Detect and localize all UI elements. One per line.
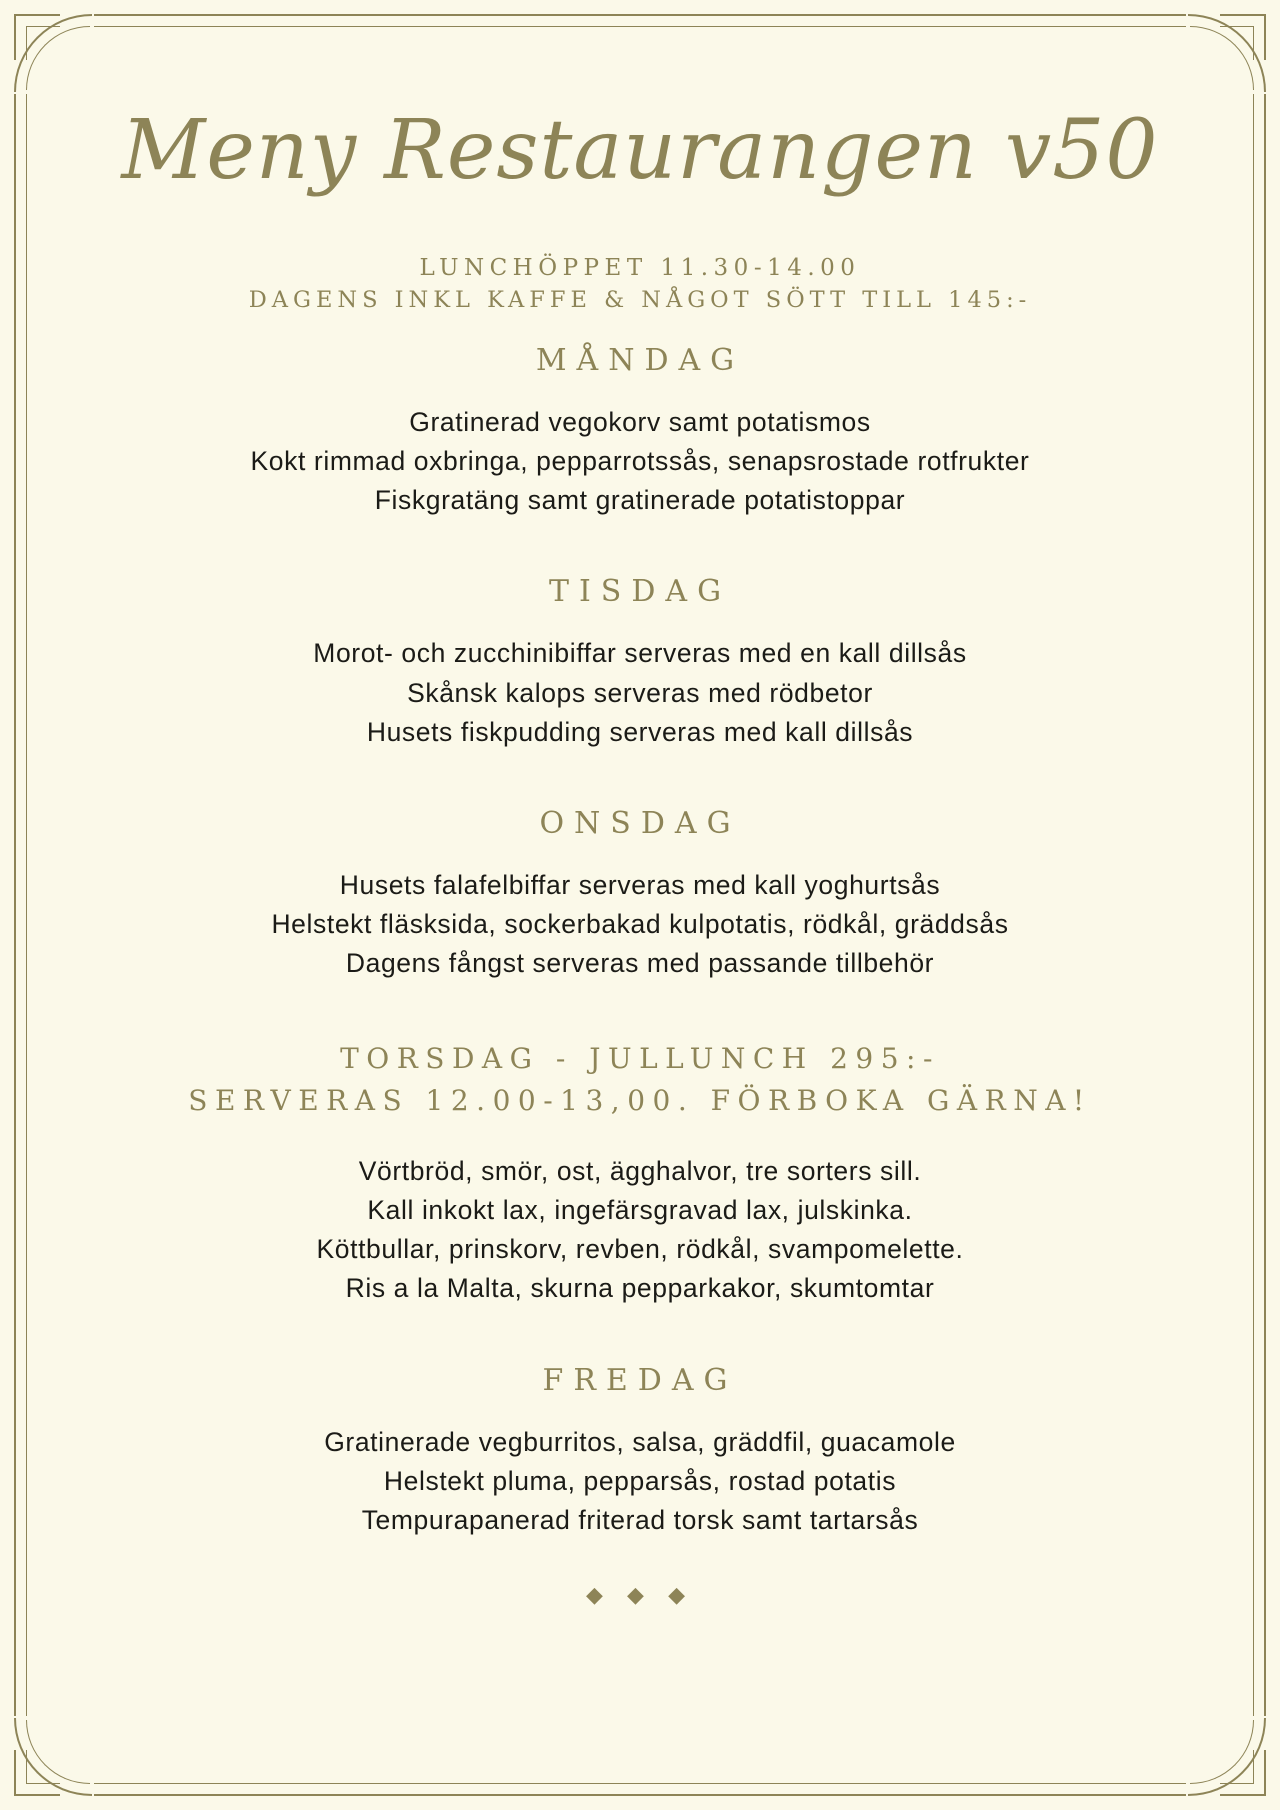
corner-ornament-bottom-left — [14, 1718, 92, 1796]
dish-item: Dagens fångst serveras med passande tillbehör — [345, 948, 935, 979]
day-heading-thursday-line-1: TORSDAG - JULLUNCH 295:- — [340, 1041, 940, 1075]
dish-item: Köttbullar, prinskorv, revben, rödkål, svampomelette. — [316, 1234, 964, 1265]
dish-item: Kall inkokt lax, ingefärsgravad lax, julskinka. — [367, 1194, 913, 1225]
frame-mask — [60, 1780, 94, 1796]
dish-item: Vörtbröd, smör, ost, ägghalvor, tre sorters sill. — [358, 1155, 922, 1186]
frame-mask — [1250, 1716, 1266, 1750]
corner-ornament-inner-bottom-right — [1190, 1720, 1254, 1784]
lunch-price-text: DAGENS INKL KAFFE & NÅGOT SÖTT TILL 145:- — [248, 286, 1032, 313]
opening-info — [80, 252, 1200, 317]
dish-list-tuesday — [80, 634, 1200, 752]
dish-item: Fiskgratäng samt gratinerade potatistoppar — [374, 485, 906, 516]
diamond-ornament-icon: ◆ ◆ ◆ — [586, 1582, 694, 1608]
frame-mask — [1186, 1780, 1220, 1796]
dish-item: Gratinerade vegburritos, salsa, gräddfil, guacamole — [324, 1426, 956, 1457]
dish-item: Tempurapanerad friterad torsk samt tartarsås — [361, 1504, 919, 1535]
day-heading-tuesday: TISDAG — [548, 574, 732, 610]
dish-item: Helstekt pluma, pepparsås, rostad potatis — [383, 1465, 897, 1496]
dish-item: Skånsk kalops serveras med rödbetor — [407, 677, 873, 708]
dish-item: Husets fiskpudding serveras med kall dillsås — [366, 716, 914, 747]
day-heading-thursday-line-2: SERVERAS 12.00-13,00. FÖRBOKA GÄRNA! — [188, 1083, 1092, 1117]
day-section-wednesday — [80, 806, 1200, 984]
day-heading-thursday — [80, 1038, 1200, 1122]
dish-list-thursday — [80, 1152, 1200, 1309]
corner-ornament-bottom-right — [1188, 1718, 1266, 1796]
dish-item: Gratinerad vegokorv samt potatismos — [409, 406, 871, 437]
corner-ornament-inner-bottom-left — [26, 1720, 90, 1784]
dish-item: Ris a la Malta, skurna pepparkakor, skumtomtar — [345, 1273, 935, 1304]
dish-item: Husets falafelbiffar serveras med kall yoghurtsås — [339, 870, 941, 900]
day-section-friday — [80, 1363, 1200, 1541]
dish-list-monday — [80, 403, 1200, 521]
day-heading-monday: MÅNDAG — [535, 342, 745, 378]
day-heading-friday: FREDAG — [542, 1362, 738, 1398]
dish-list-friday — [80, 1423, 1200, 1541]
day-heading-wednesday: ONSDAG — [539, 806, 741, 841]
day-section-tuesday — [80, 574, 1200, 752]
page-title: Meny Restaurangen v50 — [121, 103, 1159, 198]
dish-item: Kokt rimmad oxbringa, pepparrotssås, senapsrostade rotfrukter — [250, 445, 1030, 476]
day-section-monday — [80, 343, 1200, 521]
dish-item: Morot- och zucchinibiffar serveras med en kall dillsås — [313, 638, 967, 669]
dish-list-wednesday — [80, 866, 1200, 984]
lunch-hours-text: LUNCHÖPPET 11.30-14.00 — [419, 255, 861, 282]
dish-item: Helstekt fläsksida, sockerbakad kulpotatis, rödkål, gräddsås — [271, 909, 1009, 940]
day-section-thursday — [80, 1038, 1200, 1309]
frame-mask — [14, 1716, 30, 1750]
